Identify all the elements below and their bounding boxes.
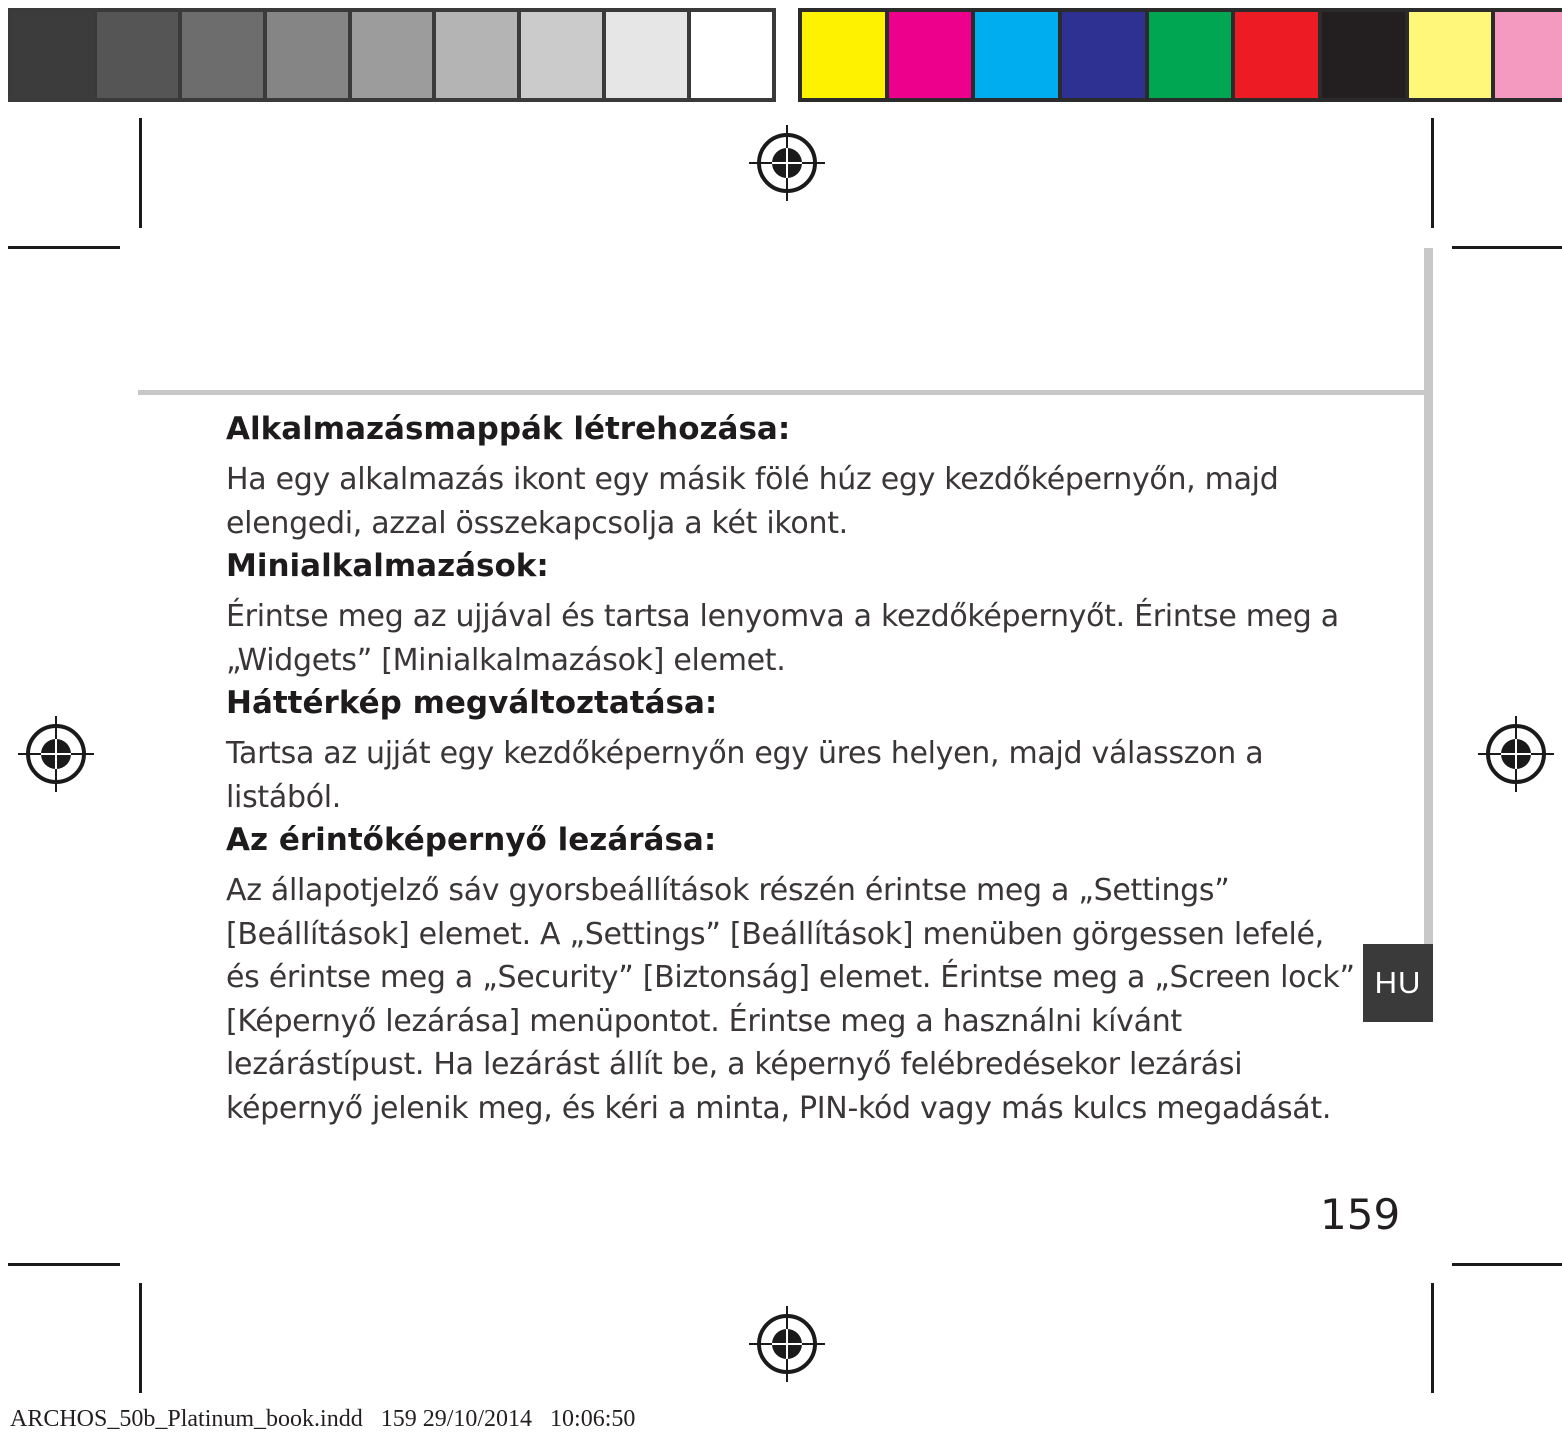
crop-mark-top-right-horizontal — [1452, 246, 1562, 249]
crop-mark-bottom-left-horizontal — [8, 1263, 120, 1266]
section-heading-wallpaper: Háttérkép megváltoztatása: — [226, 685, 718, 721]
page-number: 159 — [1320, 1190, 1401, 1239]
manual-content — [226, 408, 1356, 1130]
section-body-wallpaper: Tartsa az ujját egy kezdőképernyőn egy üres helyen, majd válasszon a listából. — [226, 736, 1264, 815]
crop-mark-top-left-horizontal — [8, 246, 120, 249]
language-tab: HU — [1363, 944, 1433, 1022]
page-frame-top-rule — [138, 390, 1432, 395]
crop-mark-bottom-left-vertical — [139, 1283, 142, 1393]
grey-swatch — [182, 12, 263, 98]
section-heading-widgets: Minialkalmazások: — [226, 548, 549, 584]
color-swatch — [1235, 12, 1318, 98]
section-body-screen-lock: Az állapotjelző sáv gyorsbeállítások részén érintse meg a „Settings” [Beállítások] elemet. A „Settings” [Beállítások] menüben görgessen lefelé, és érintse meg a „Security” [Biztonság] elemet. Érintse meg a „Screen lock” [Képernyő lezárása] menüpontot. Érintse meg a használni kívánt lezárástípust. Ha lezárást állít be, a képernyő felébredésekor lezárási képernyő jelenik meg, és kéri a minta, PIN-kód vagy más kulcs megadását. — [226, 873, 1355, 1126]
color-swatch — [1149, 12, 1232, 98]
grey-swatch — [521, 12, 602, 98]
print-slug: ARCHOS_50b_Platinum_book.indd 159 29/10/2014 10:06:50 — [10, 1406, 636, 1432]
color-swatch — [1495, 12, 1562, 98]
section-body-app-folders: Ha egy alkalmazás ikont egy másik fölé húz egy kezdőképernyőn, majd elengedi, azzal összekapcsolja a két ikont. — [226, 462, 1279, 541]
crop-mark-top-right-vertical — [1431, 118, 1434, 228]
registration-mark-left-icon — [18, 716, 94, 792]
section-body-widgets: Érintse meg az ujjával és tartsa lenyomva a kezdőképernyőt. Érintse meg a „Widgets” [Minialkalmazások] elemet. — [226, 599, 1339, 678]
crop-mark-bottom-right-horizontal — [1452, 1263, 1562, 1266]
section-heading-screen-lock: Az érintőképernyő lezárása: — [226, 822, 717, 858]
grey-swatch — [691, 12, 772, 98]
grey-swatch — [97, 12, 178, 98]
crop-mark-bottom-right-vertical — [1431, 1283, 1434, 1393]
registration-mark-top-icon — [749, 125, 825, 201]
registration-mark-right-icon — [1478, 716, 1554, 792]
grey-calibration-bar — [8, 8, 776, 102]
crop-mark-top-left-vertical — [139, 118, 142, 228]
color-swatch — [1409, 12, 1492, 98]
grey-swatch — [12, 12, 93, 98]
color-calibration-bar — [798, 8, 1562, 102]
grey-swatch — [352, 12, 433, 98]
grey-swatch — [436, 12, 517, 98]
grey-swatch — [606, 12, 687, 98]
color-swatch — [1062, 12, 1145, 98]
grey-swatch — [267, 12, 348, 98]
color-swatch — [1322, 12, 1405, 98]
registration-mark-bottom-icon — [749, 1306, 825, 1382]
section-heading-app-folders: Alkalmazásmappák létrehozása: — [226, 411, 791, 447]
color-swatch — [975, 12, 1058, 98]
color-swatch — [889, 12, 972, 98]
page-frame-right-rule — [1424, 248, 1433, 948]
color-swatch — [802, 12, 885, 98]
